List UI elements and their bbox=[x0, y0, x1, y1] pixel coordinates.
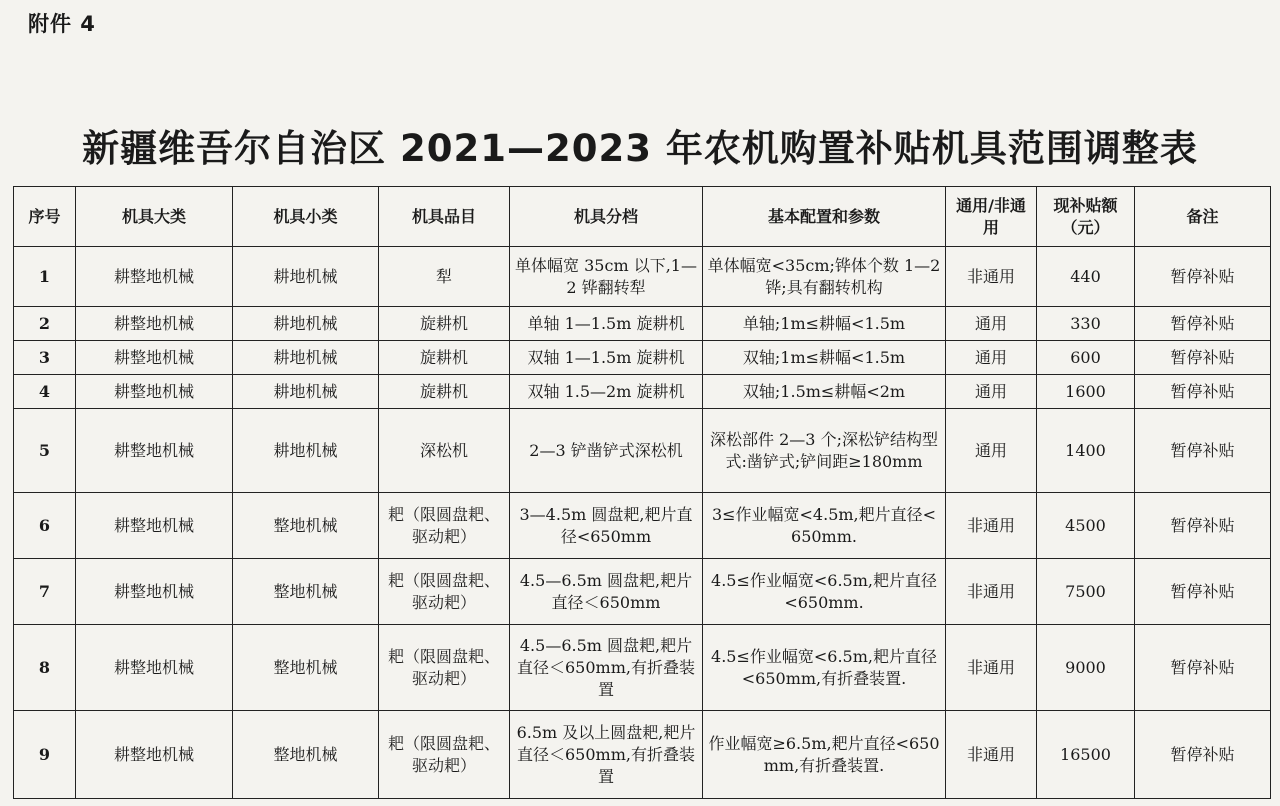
subsidy-table bbox=[13, 186, 1271, 799]
cell-grade: 4.5—6.5m 圆盘耙,耙片直径＜650mm bbox=[510, 559, 703, 625]
cell-general: 非通用 bbox=[946, 247, 1037, 307]
cell-item: 耙（限圆盘耙、驱动耙） bbox=[379, 559, 510, 625]
cell-note: 暂停补贴 bbox=[1135, 409, 1271, 493]
cell-minor-category: 整地机械 bbox=[233, 625, 379, 711]
cell-general: 非通用 bbox=[946, 711, 1037, 799]
cell-config: 深松部件 2—3 个;深松铲结构型式:凿铲式;铲间距≥180mm bbox=[703, 409, 946, 493]
cell-grade: 3—4.5m 圆盘耙,耙片直径<650mm bbox=[510, 493, 703, 559]
cell-grade: 单体幅宽 35cm 以下,1—2 铧翻转犁 bbox=[510, 247, 703, 307]
attachment-label: 附件 4 bbox=[28, 12, 96, 36]
cell-seq: 6 bbox=[14, 493, 76, 559]
cell-note: 暂停补贴 bbox=[1135, 559, 1271, 625]
table-row bbox=[14, 625, 1271, 711]
cell-note: 暂停补贴 bbox=[1135, 307, 1271, 341]
cell-major-category: 耕整地机械 bbox=[76, 409, 233, 493]
cell-major-category: 耕整地机械 bbox=[76, 307, 233, 341]
table-header-row bbox=[14, 187, 1271, 247]
cell-seq: 9 bbox=[14, 711, 76, 799]
cell-major-category: 耕整地机械 bbox=[76, 247, 233, 307]
table-row bbox=[14, 493, 1271, 559]
cell-note: 暂停补贴 bbox=[1135, 375, 1271, 409]
cell-item: 耙（限圆盘耙、驱动耙） bbox=[379, 493, 510, 559]
cell-note: 暂停补贴 bbox=[1135, 493, 1271, 559]
header-minor-category: 机具小类 bbox=[233, 187, 379, 247]
table-row bbox=[14, 409, 1271, 493]
cell-item: 旋耕机 bbox=[379, 375, 510, 409]
cell-general: 非通用 bbox=[946, 559, 1037, 625]
cell-note: 暂停补贴 bbox=[1135, 247, 1271, 307]
cell-config: 4.5≤作业幅宽<6.5m,耙片直径<650mm. bbox=[703, 559, 946, 625]
header-item: 机具品目 bbox=[379, 187, 510, 247]
header-config: 基本配置和参数 bbox=[703, 187, 946, 247]
cell-grade: 2—3 铲凿铲式深松机 bbox=[510, 409, 703, 493]
cell-general: 通用 bbox=[946, 341, 1037, 375]
header-grade: 机具分档 bbox=[510, 187, 703, 247]
header-note: 备注 bbox=[1135, 187, 1271, 247]
cell-grade: 4.5—6.5m 圆盘耙,耙片直径＜650mm,有折叠装置 bbox=[510, 625, 703, 711]
cell-major-category: 耕整地机械 bbox=[76, 625, 233, 711]
cell-subsidy: 1400 bbox=[1037, 409, 1135, 493]
table-row bbox=[14, 247, 1271, 307]
cell-subsidy: 330 bbox=[1037, 307, 1135, 341]
cell-seq: 4 bbox=[14, 375, 76, 409]
cell-note: 暂停补贴 bbox=[1135, 625, 1271, 711]
cell-config: 单体幅宽<35cm;铧体个数 1—2 铧;具有翻转机构 bbox=[703, 247, 946, 307]
cell-grade: 单轴 1—1.5m 旋耕机 bbox=[510, 307, 703, 341]
cell-seq: 2 bbox=[14, 307, 76, 341]
cell-grade: 双轴 1—1.5m 旋耕机 bbox=[510, 341, 703, 375]
cell-subsidy: 9000 bbox=[1037, 625, 1135, 711]
cell-seq: 7 bbox=[14, 559, 76, 625]
cell-seq: 5 bbox=[14, 409, 76, 493]
cell-general: 通用 bbox=[946, 409, 1037, 493]
cell-major-category: 耕整地机械 bbox=[76, 559, 233, 625]
cell-grade: 双轴 1.5—2m 旋耕机 bbox=[510, 375, 703, 409]
cell-subsidy: 440 bbox=[1037, 247, 1135, 307]
cell-config: 3≤作业幅宽<4.5m,耙片直径<650mm. bbox=[703, 493, 946, 559]
cell-general: 通用 bbox=[946, 307, 1037, 341]
cell-item: 耙（限圆盘耙、驱动耙） bbox=[379, 625, 510, 711]
cell-minor-category: 耕地机械 bbox=[233, 247, 379, 307]
page-title: 新疆维吾尔自治区 2021—2023 年农机购置补贴机具范围调整表 bbox=[82, 127, 1198, 170]
cell-minor-category: 耕地机械 bbox=[233, 341, 379, 375]
table-row bbox=[14, 341, 1271, 375]
table-row bbox=[14, 559, 1271, 625]
cell-major-category: 耕整地机械 bbox=[76, 493, 233, 559]
cell-note: 暂停补贴 bbox=[1135, 711, 1271, 799]
cell-general: 非通用 bbox=[946, 493, 1037, 559]
cell-subsidy: 4500 bbox=[1037, 493, 1135, 559]
cell-subsidy: 1600 bbox=[1037, 375, 1135, 409]
header-seq: 序号 bbox=[14, 187, 76, 247]
cell-item: 耙（限圆盘耙、驱动耙） bbox=[379, 711, 510, 799]
cell-seq: 3 bbox=[14, 341, 76, 375]
cell-minor-category: 整地机械 bbox=[233, 493, 379, 559]
table-body bbox=[14, 247, 1271, 799]
cell-config: 双轴;1.5m≤耕幅<2m bbox=[703, 375, 946, 409]
header-general: 通用/非通用 bbox=[946, 187, 1037, 247]
cell-minor-category: 整地机械 bbox=[233, 559, 379, 625]
cell-general: 非通用 bbox=[946, 625, 1037, 711]
cell-item: 深松机 bbox=[379, 409, 510, 493]
cell-minor-category: 整地机械 bbox=[233, 711, 379, 799]
cell-minor-category: 耕地机械 bbox=[233, 307, 379, 341]
cell-minor-category: 耕地机械 bbox=[233, 409, 379, 493]
cell-major-category: 耕整地机械 bbox=[76, 375, 233, 409]
table-row bbox=[14, 711, 1271, 799]
cell-config: 作业幅宽≥6.5m,耙片直径<650mm,有折叠装置. bbox=[703, 711, 946, 799]
cell-major-category: 耕整地机械 bbox=[76, 711, 233, 799]
cell-note: 暂停补贴 bbox=[1135, 341, 1271, 375]
cell-config: 单轴;1m≤耕幅<1.5m bbox=[703, 307, 946, 341]
cell-config: 4.5≤作业幅宽<6.5m,耙片直径<650mm,有折叠装置. bbox=[703, 625, 946, 711]
cell-subsidy: 16500 bbox=[1037, 711, 1135, 799]
cell-config: 双轴;1m≤耕幅<1.5m bbox=[703, 341, 946, 375]
cell-seq: 1 bbox=[14, 247, 76, 307]
cell-item: 旋耕机 bbox=[379, 341, 510, 375]
cell-general: 通用 bbox=[946, 375, 1037, 409]
cell-minor-category: 耕地机械 bbox=[233, 375, 379, 409]
cell-item: 犁 bbox=[379, 247, 510, 307]
cell-item: 旋耕机 bbox=[379, 307, 510, 341]
cell-major-category: 耕整地机械 bbox=[76, 341, 233, 375]
header-subsidy: 现补贴额（元） bbox=[1037, 187, 1135, 247]
header-major-category: 机具大类 bbox=[76, 187, 233, 247]
cell-grade: 6.5m 及以上圆盘耙,耙片直径＜650mm,有折叠装置 bbox=[510, 711, 703, 799]
cell-subsidy: 600 bbox=[1037, 341, 1135, 375]
table-row bbox=[14, 307, 1271, 341]
cell-seq: 8 bbox=[14, 625, 76, 711]
cell-subsidy: 7500 bbox=[1037, 559, 1135, 625]
table-row bbox=[14, 375, 1271, 409]
